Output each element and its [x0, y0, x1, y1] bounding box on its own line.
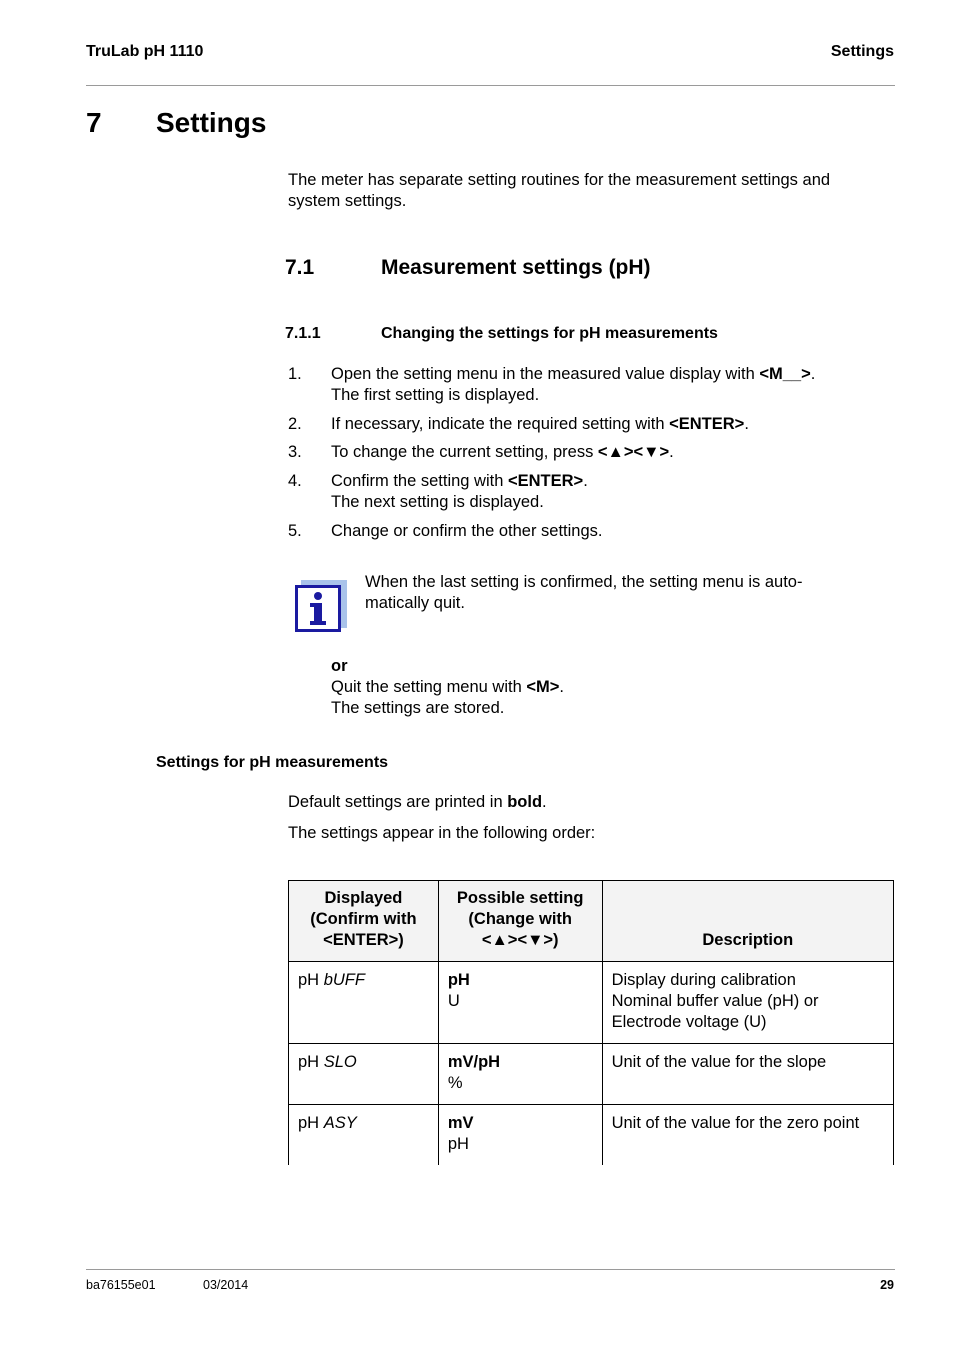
step-text-pre: If necessary, indicate the required setting with: [331, 415, 670, 433]
step-number: 2.: [288, 415, 302, 433]
description-line: Electrode voltage (U): [611, 1013, 767, 1031]
page-number: 29: [880, 1278, 894, 1292]
column-header-possible-setting: [438, 881, 602, 962]
footer-date: 03/2014: [203, 1278, 249, 1292]
display-prefix: pH: [298, 1053, 324, 1071]
header-rule: [86, 85, 895, 86]
cell-displayed: [289, 1105, 439, 1165]
step-number: 5.: [288, 522, 302, 540]
cell-possible-setting: [438, 962, 602, 1044]
step-result: The next setting is displayed.: [331, 493, 544, 511]
subsection-title: Changing the settings for pH measurements: [381, 325, 718, 342]
header-line: Description: [702, 931, 794, 949]
other-setting: pH: [447, 1135, 469, 1153]
cell-possible-setting: [438, 1044, 602, 1105]
default-setting: mV: [447, 1114, 474, 1132]
footer-doc-id: ba76155e01: [86, 1278, 156, 1292]
section-title: Measurement settings (pH): [381, 256, 651, 279]
display-prefix: pH: [298, 1114, 324, 1132]
display-code: SLO: [323, 1053, 357, 1071]
cell-displayed: [289, 962, 439, 1044]
step-result: The first setting is displayed.: [331, 386, 540, 404]
description-line: Unit of the value for the zero point: [611, 1114, 860, 1132]
settings-table: [288, 880, 894, 1165]
defaults-text: Default settings are printed in: [288, 793, 508, 811]
settings-heading: Settings for pH measurements: [156, 754, 389, 771]
description-line: Nominal buffer value (pH) or: [611, 992, 819, 1010]
description-line: Display during calibration: [611, 971, 796, 989]
header-line: <ENTER>): [323, 931, 404, 949]
step-text-pre: To change the current setting, press: [331, 443, 598, 461]
table-header-row: [289, 881, 894, 962]
running-header-title: TruLab pH 1110: [86, 43, 204, 60]
note-text: [365, 572, 885, 614]
cell-description: [602, 1044, 893, 1105]
or-block: [331, 656, 871, 719]
note-line: When the last setting is confirmed, the setting menu is auto-: [365, 573, 803, 591]
cell-description: [602, 962, 893, 1044]
defaults-bold-word: bold: [507, 793, 543, 811]
step-text: [331, 521, 602, 542]
note-line: matically quit.: [365, 594, 465, 612]
step-text-post: .: [669, 443, 674, 461]
order-text: The settings appear in the following order:: [288, 824, 596, 842]
step-key: <ENTER>: [508, 472, 584, 490]
subsection-number: 7.1.1: [285, 325, 321, 342]
step-text: [331, 471, 588, 513]
header-line: (Change with: [468, 910, 572, 928]
step-text-post: .: [583, 472, 588, 490]
info-icon: [295, 579, 347, 633]
or-text-post: .: [559, 678, 564, 696]
chapter-title: Settings: [156, 107, 267, 138]
step-text-pre: Confirm the setting with: [331, 472, 508, 490]
step-text: [331, 442, 674, 463]
header-line: (Confirm with: [310, 910, 417, 928]
running-header-section: Settings: [830, 43, 894, 60]
step-key: <ENTER>: [669, 415, 745, 433]
column-header-displayed: [289, 881, 439, 962]
display-prefix: pH: [298, 971, 324, 989]
header-line: Displayed: [324, 889, 403, 907]
defaults-period: .: [542, 793, 547, 811]
display-code: ASY: [323, 1114, 357, 1132]
defaults-note: [288, 792, 547, 813]
other-setting: U: [447, 992, 460, 1010]
default-setting: mV/pH: [447, 1053, 501, 1071]
step-key: <▲><▼>: [597, 443, 670, 461]
step-number: 3.: [288, 443, 302, 461]
other-setting: %: [447, 1074, 463, 1092]
header-line: Possible setting: [456, 889, 584, 907]
cell-description: [602, 1105, 893, 1165]
step-text-post: .: [744, 415, 749, 433]
step-text-pre: Open the setting menu in the measured value display with: [331, 365, 760, 383]
default-setting: pH: [447, 971, 470, 989]
table-row: [289, 962, 894, 1044]
step-text-post: .: [810, 365, 816, 383]
step-number: 4.: [288, 472, 302, 490]
step-text: [331, 414, 749, 435]
section-number: 7.1: [285, 256, 315, 279]
step-key: <M__>: [759, 365, 811, 383]
step-text: [331, 364, 815, 406]
chapter-number: 7: [86, 107, 102, 138]
display-code: bUFF: [323, 971, 365, 989]
table-row: [289, 1105, 894, 1165]
or-text-pre: Quit the setting menu with: [331, 678, 527, 696]
footer-rule: [86, 1269, 895, 1270]
step-number: 1.: [288, 365, 302, 383]
step-text-pre: Change or confirm the other settings.: [331, 522, 603, 540]
cell-displayed: [289, 1044, 439, 1105]
column-header-description: [602, 881, 893, 962]
description-line: Unit of the value for the slope: [611, 1053, 827, 1071]
cell-possible-setting: [438, 1105, 602, 1165]
intro-paragraph: The meter has separate setting routines for the measurement settings and system settings.: [288, 171, 831, 210]
header-line: <▲><▼>): [481, 931, 559, 949]
or-result: The settings are stored.: [331, 699, 505, 717]
or-key: <M>: [526, 678, 560, 696]
or-label: or: [331, 657, 348, 675]
table-row: [289, 1044, 894, 1105]
